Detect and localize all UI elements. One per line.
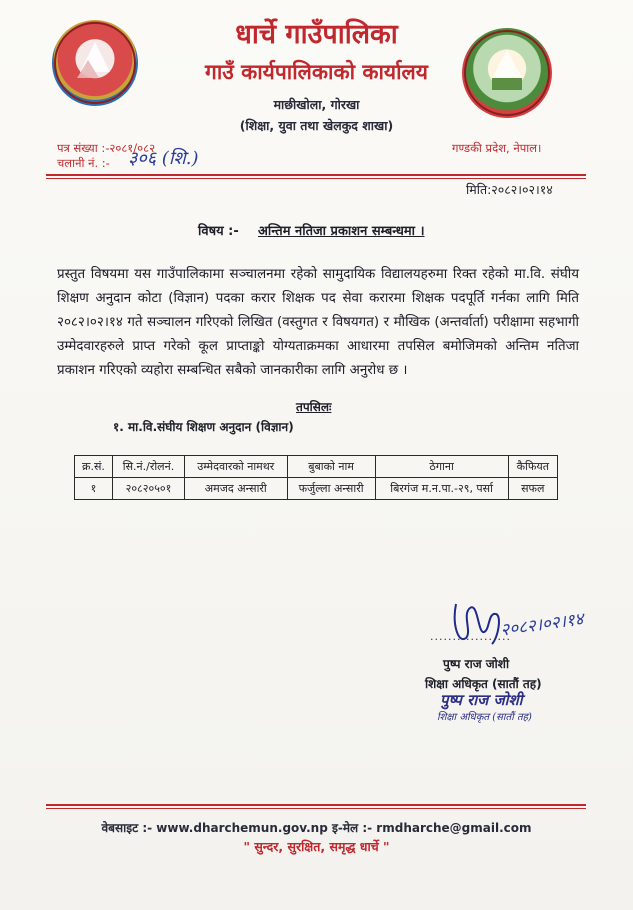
chalani-label: चलानी नं. :- — [57, 156, 110, 170]
table-header-cell: क्र.सं. — [75, 456, 113, 478]
stamp-designation: शिक्षा अधिकृत (सातौं तह) — [437, 712, 532, 723]
signatory-designation: शिक्षा अधिकृत (सातौं तह) — [425, 677, 542, 691]
subject-text: अन्तिम नतिजा प्रकाशन सम्बन्धमा । — [258, 224, 425, 239]
stamp-name: पुष्प राज जोशी — [440, 691, 523, 709]
table-cell: २०८२०५०१ — [112, 478, 184, 500]
table-cell: सफल — [508, 478, 557, 500]
table-cell: अमजद अन्सारी — [185, 478, 287, 500]
table-header-cell: कैफियत — [508, 456, 557, 478]
signature-dots: .................. — [430, 630, 511, 643]
tapsil-heading: तपसिलः — [296, 400, 332, 414]
table-header-cell: बुबाको नाम — [287, 456, 375, 478]
header-divider-thin — [46, 178, 586, 179]
chalani-handwritten: ३०६ (शि.) — [128, 148, 199, 169]
letter-date: मिति:२०८२।०२।१४ — [466, 182, 553, 197]
body-paragraph: प्रस्तुत विषयमा यस गाउँपालिकामा सञ्चालनमा रहेको सामुदायिक विद्यालयहरुमा रिक्त रहेको मा.वि. संघीय शिक्षण अनुदान कोटा (विज्ञान) पदका करार शिक्षक पद सेवा करारमा शिक्षक पदपूर्ति गर्नका लागि मिति २०८२।०२।१४ गते सञ्चालन गरिएको लिखित (वस्तुगत र विषयगत) र मौखिक (अन्तर्वार्ता) परीक्षामा सहभागी उम्मेदवारहरुले प्राप्त गरेको कूल प्राप्ताङ्को योग्यताक्रमका आधारमा तपसिल बमोजिमको अन्तिम नतिजा प्रकाशन गरिएको व्यहोरा सम्बन्धित सबैको जानकारीका लागि अनुरोध छ । — [57, 267, 579, 378]
tapsil-item: १. मा.वि.संघीय शिक्षण अनुदान (विज्ञान) — [113, 420, 294, 434]
municipality-title: धार्चे गाउँपालिका — [235, 19, 398, 50]
results-table — [74, 455, 558, 500]
footer-website: वेबसाइट :- www.dharchemun.gov.np इ-मेल :- rmdharche@gmail.com — [101, 821, 532, 835]
footer-slogan: " सुन्दर, सुरक्षित, समृद्ध धार्चे " — [243, 839, 390, 854]
table-header-cell: सि.नं./रोलनं. — [112, 456, 184, 478]
footer-divider — [46, 804, 586, 806]
section-name: (शिक्षा, युवा तथा खेलकुद शाखा) — [239, 118, 394, 133]
header-divider — [46, 174, 586, 176]
office-subtitle: गाउँ कार्यपालिकाको कार्यालय — [205, 59, 428, 84]
table-header-cell: ठेगाना — [375, 456, 508, 478]
table-header-cell: उम्मेदवारको नामथर — [185, 456, 287, 478]
footer-divider-thin — [46, 808, 586, 809]
subject-label: विषय :- — [198, 224, 239, 239]
signatory-name: पुष्प राज जोशी — [443, 657, 510, 671]
table-row — [75, 478, 558, 500]
table-cell: १ — [75, 478, 113, 500]
patra-sankhya: पत्र संख्या :-२०८१/०८२ — [57, 141, 156, 155]
table-cell: फर्जुल्ला अन्सारी — [287, 478, 375, 500]
table-cell: बिरगंज म.न.पा.-२९, पर्सा — [375, 478, 508, 500]
table-header-row — [75, 456, 558, 478]
signature-date-handwritten: २०८२।०२।१४ — [499, 609, 585, 641]
office-address: माछीखोला, गोरखा — [273, 97, 360, 112]
province-text: गण्डकी प्रदेश, नेपाल। — [452, 141, 542, 155]
